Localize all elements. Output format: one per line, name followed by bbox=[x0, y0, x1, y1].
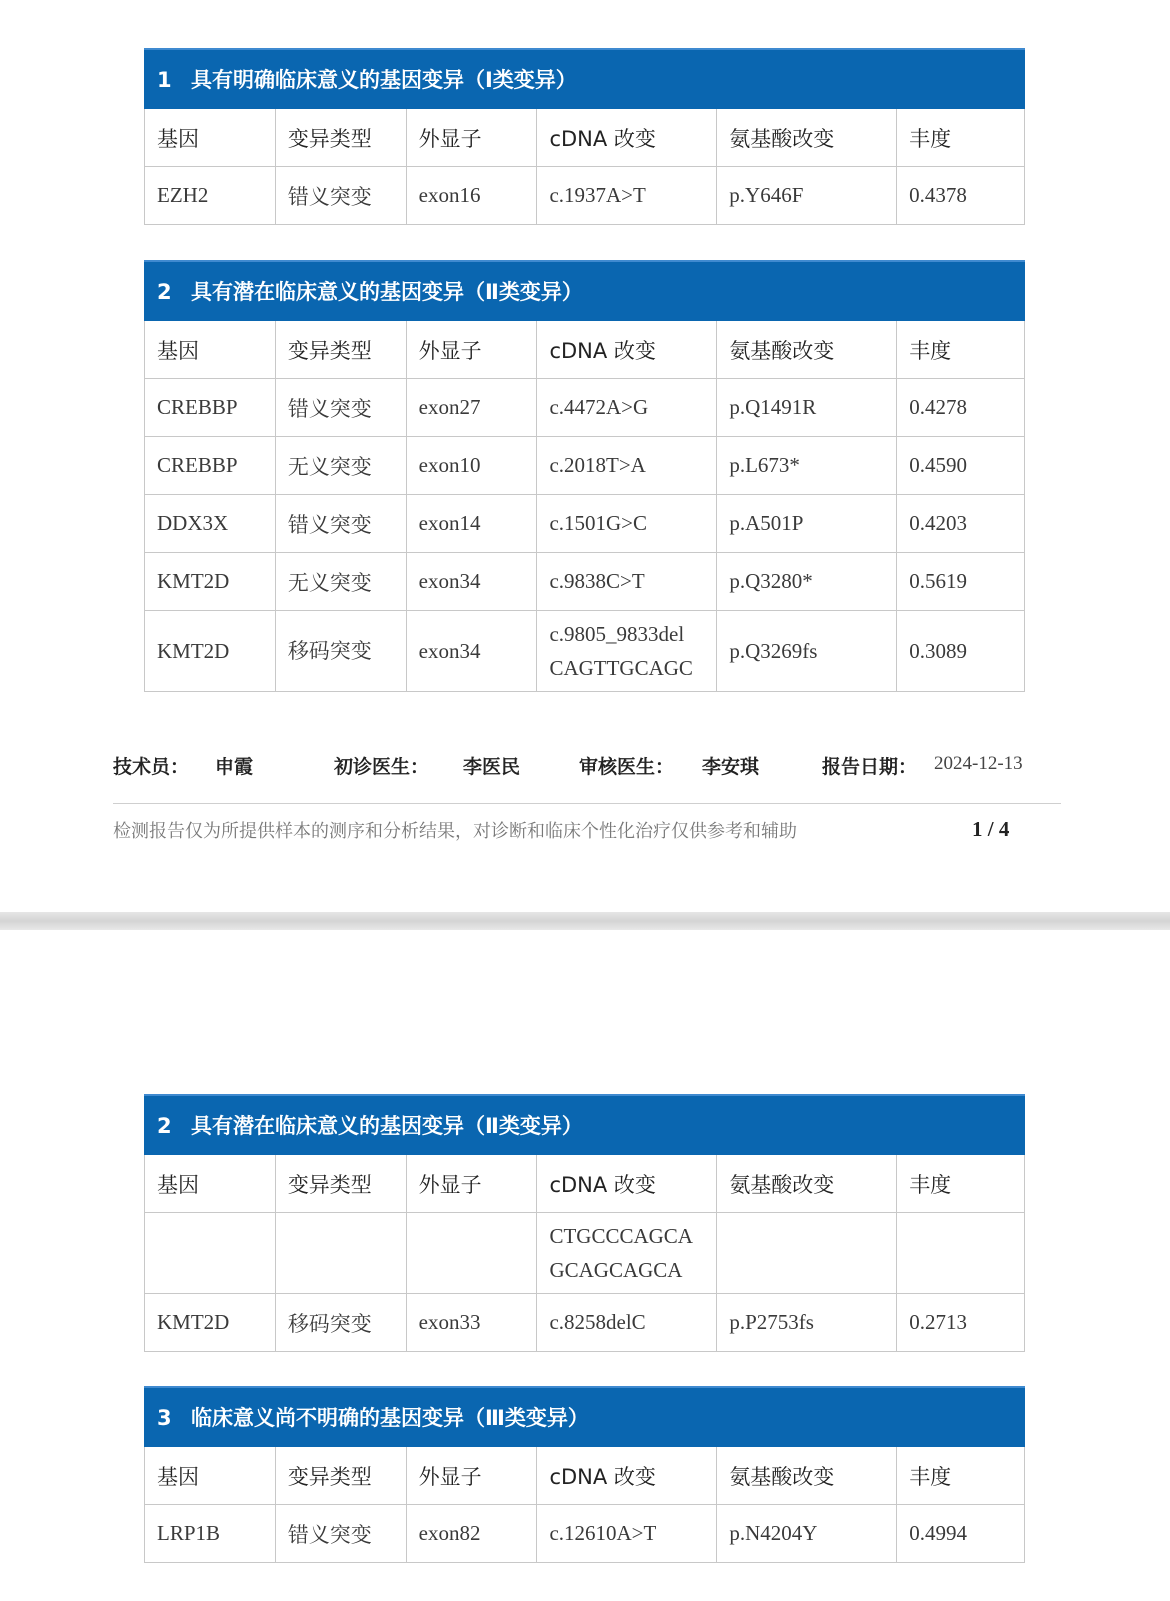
table-row bbox=[145, 437, 1025, 495]
cell-gene: KMT2D bbox=[145, 1294, 276, 1352]
cell-cdna: c.1501G>C bbox=[537, 495, 717, 553]
cell-amino-acid: p.Q1491R bbox=[717, 379, 897, 437]
cell-variant-type: 错义突变 bbox=[275, 379, 406, 437]
header-abundance: 丰度 bbox=[897, 109, 1025, 167]
cell-cdna: c.1937A>T bbox=[537, 167, 717, 225]
header-exon: 外显子 bbox=[406, 321, 537, 379]
class-1-variant-table bbox=[144, 48, 1025, 225]
header-exon: 外显子 bbox=[406, 1155, 537, 1213]
header-abundance: 丰度 bbox=[897, 1155, 1025, 1213]
cell-amino-acid: p.P2753fs bbox=[717, 1294, 897, 1352]
review-doctor-label: 审核医生： bbox=[579, 756, 675, 778]
table-row bbox=[145, 167, 1025, 225]
cell-exon: exon16 bbox=[406, 167, 537, 225]
initial-doctor-name: 李医民 bbox=[463, 756, 521, 778]
cell-amino-acid bbox=[717, 1213, 897, 1294]
cell-abundance: 0.2713 bbox=[897, 1294, 1025, 1352]
cell-exon bbox=[406, 1213, 537, 1294]
cell-gene: LRP1B bbox=[145, 1505, 276, 1563]
table-title: 1 具有明确临床意义的基因变异（Ⅰ类变异） bbox=[145, 49, 1025, 109]
cell-cdna bbox=[537, 611, 717, 692]
table-row bbox=[145, 553, 1025, 611]
cell-variant-type: 错义突变 bbox=[275, 495, 406, 553]
cell-gene: EZH2 bbox=[145, 167, 276, 225]
header-cdna: cDNA 改变 bbox=[537, 1155, 717, 1213]
header-abundance: 丰度 bbox=[897, 321, 1025, 379]
cell-amino-acid: p.A501P bbox=[717, 495, 897, 553]
technician-name: 申霞 bbox=[215, 756, 254, 778]
cell-abundance: 0.4378 bbox=[897, 167, 1025, 225]
report-date-label: 报告日期： bbox=[822, 756, 918, 778]
header-gene: 基因 bbox=[145, 321, 276, 379]
cell-variant-type bbox=[275, 1213, 406, 1294]
table-row bbox=[145, 611, 1025, 692]
cell-variant-type: 无义突变 bbox=[275, 553, 406, 611]
table-header-row bbox=[145, 1155, 1025, 1213]
cell-abundance: 0.4590 bbox=[897, 437, 1025, 495]
header-exon: 外显子 bbox=[406, 1447, 537, 1505]
table-title: 3 临床意义尚不明确的基因变异（Ⅲ类变异） bbox=[145, 1387, 1025, 1447]
header-gene: 基因 bbox=[145, 1155, 276, 1213]
cell-exon: exon14 bbox=[406, 495, 537, 553]
table-row bbox=[145, 379, 1025, 437]
table-row bbox=[145, 1505, 1025, 1563]
cell-abundance: 0.4278 bbox=[897, 379, 1025, 437]
cell-amino-acid: p.N4204Y bbox=[717, 1505, 897, 1563]
header-amino-acid: 氨基酸改变 bbox=[717, 109, 897, 167]
cell-gene bbox=[145, 1213, 276, 1294]
cell-abundance: 0.3089 bbox=[897, 611, 1025, 692]
cell-amino-acid: p.L673* bbox=[717, 437, 897, 495]
cell-gene: DDX3X bbox=[145, 495, 276, 553]
cell-exon: exon27 bbox=[406, 379, 537, 437]
cell-cdna: c.9838C>T bbox=[537, 553, 717, 611]
cell-gene: CREBBP bbox=[145, 437, 276, 495]
cell-gene: KMT2D bbox=[145, 611, 276, 692]
header-variant-type: 变异类型 bbox=[275, 321, 406, 379]
initial-doctor-label: 初诊医生： bbox=[334, 756, 430, 778]
header-cdna: cDNA 改变 bbox=[537, 1447, 717, 1505]
class-3-variant-table bbox=[144, 1386, 1025, 1563]
cdna-line-1: CTGCCCAGCA bbox=[549, 1224, 693, 1248]
cdna-line-2: CAGTTGCAGC bbox=[549, 656, 693, 680]
header-amino-acid: 氨基酸改变 bbox=[717, 321, 897, 379]
page-number: 1 / 4 bbox=[972, 817, 1010, 841]
cell-cdna: c.2018T>A bbox=[537, 437, 717, 495]
footer-divider bbox=[113, 803, 1061, 804]
cell-abundance: 0.5619 bbox=[897, 553, 1025, 611]
header-variant-type: 变异类型 bbox=[275, 1155, 406, 1213]
header-variant-type: 变异类型 bbox=[275, 1447, 406, 1505]
cell-exon: exon34 bbox=[406, 611, 537, 692]
table-header-row bbox=[145, 109, 1025, 167]
cell-gene: KMT2D bbox=[145, 553, 276, 611]
cell-abundance bbox=[897, 1213, 1025, 1294]
cell-amino-acid: p.Q3269fs bbox=[717, 611, 897, 692]
header-abundance: 丰度 bbox=[897, 1447, 1025, 1505]
cdna-line-2: GCAGCAGCA bbox=[549, 1258, 683, 1282]
table-title: 2 具有潜在临床意义的基因变异（Ⅱ类变异） bbox=[145, 1095, 1025, 1155]
header-amino-acid: 氨基酸改变 bbox=[717, 1155, 897, 1213]
cell-cdna: c.12610A>T bbox=[537, 1505, 717, 1563]
cell-cdna: c.8258delC bbox=[537, 1294, 717, 1352]
cell-variant-type: 移码突变 bbox=[275, 1294, 406, 1352]
cell-exon: exon33 bbox=[406, 1294, 537, 1352]
header-amino-acid: 氨基酸改变 bbox=[717, 1447, 897, 1505]
cell-variant-type: 错义突变 bbox=[275, 1505, 406, 1563]
cell-cdna: c.4472A>G bbox=[537, 379, 717, 437]
disclaimer-text: 检测报告仅为所提供样本的测序和分析结果，对诊断和临床个性化治疗仅供参考和辅助 bbox=[113, 821, 797, 842]
header-gene: 基因 bbox=[145, 1447, 276, 1505]
cell-amino-acid: p.Q3280* bbox=[717, 553, 897, 611]
cell-amino-acid: p.Y646F bbox=[717, 167, 897, 225]
table-title: 2 具有潜在临床意义的基因变异（Ⅱ类变异） bbox=[145, 261, 1025, 321]
report-date: 2024-12-13 bbox=[934, 753, 1023, 774]
cell-gene: CREBBP bbox=[145, 379, 276, 437]
header-variant-type: 变异类型 bbox=[275, 109, 406, 167]
report-page-2 bbox=[0, 930, 1170, 1601]
cell-abundance: 0.4203 bbox=[897, 495, 1025, 553]
class-2-variant-table-continued bbox=[144, 1094, 1025, 1352]
cell-cdna bbox=[537, 1213, 717, 1294]
page-separator bbox=[0, 912, 1170, 930]
table-row bbox=[145, 495, 1025, 553]
table-header-row bbox=[145, 321, 1025, 379]
header-cdna: cDNA 改变 bbox=[537, 321, 717, 379]
review-doctor-name: 李安琪 bbox=[702, 756, 760, 778]
cell-variant-type: 无义突变 bbox=[275, 437, 406, 495]
cell-abundance: 0.4994 bbox=[897, 1505, 1025, 1563]
table-row-continuation bbox=[145, 1213, 1025, 1294]
cell-exon: exon34 bbox=[406, 553, 537, 611]
cdna-line-1: c.9805_9833del bbox=[549, 622, 685, 646]
cell-variant-type: 错义突变 bbox=[275, 167, 406, 225]
table-header-row bbox=[145, 1447, 1025, 1505]
header-gene: 基因 bbox=[145, 109, 276, 167]
cell-exon: exon10 bbox=[406, 437, 537, 495]
class-2-variant-table bbox=[144, 260, 1025, 692]
cell-exon: exon82 bbox=[406, 1505, 537, 1563]
signature-line bbox=[113, 752, 1061, 782]
cell-variant-type: 移码突变 bbox=[275, 611, 406, 692]
header-exon: 外显子 bbox=[406, 109, 537, 167]
table-row bbox=[145, 1294, 1025, 1352]
technician-label: 技术员： bbox=[113, 756, 190, 778]
header-cdna: cDNA 改变 bbox=[537, 109, 717, 167]
